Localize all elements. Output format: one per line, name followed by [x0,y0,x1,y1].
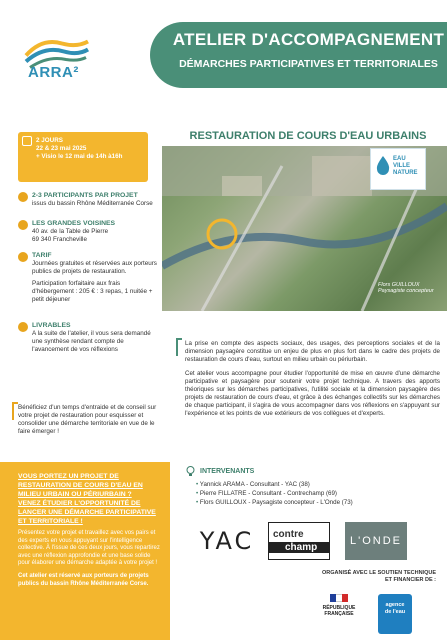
cc-line1: contre [273,529,304,540]
euro-icon [18,252,28,262]
intervenants-list [196,480,436,507]
support-label [296,570,436,584]
photo-credit [378,282,434,294]
desc-bracket [176,338,182,356]
yac-logo: YAC [196,522,258,560]
cta-body: Présentez votre projet et travaillez avec vos pairs et des experts en vous appuyant sur l'intelligence collective. À l'issue de ces deux jours, vous repartirez avec une réflexion approfondie et une base solide pour élaborer une démarche adaptée à votre projet ! [18,530,160,567]
republique-francaise-logo [314,594,364,634]
cta-head2: VENEZ ÉTUDIER L'OPPORTUNITÉ DE LANCER UNE DÉMARCHE PARTICIPATIVE ET TERRITORIALE ! [18,500,156,525]
location-line1: 40 av. de la Table de Pierre [32,228,109,235]
participants-block [18,192,158,208]
cta-box [0,462,170,640]
location-block [18,220,158,244]
livrables-block [18,322,158,354]
agence-de-leau-logo [378,594,412,634]
cta-footer: Cet atelier est réservé aux porteurs de projets publics du bassin Rhône Méditerranée Corse. [18,572,149,587]
agence-line2: de l'eau [384,608,406,615]
badge-line1: EAU [393,156,406,162]
participants-body: issus du bassin Rhône Méditerranée Corse [32,200,153,207]
tarif-line1: Journées gratuites et réservées aux porteurs publics de projets de restauration. [32,260,157,275]
benefit-text: Bénéficiez d'un temps d'entraide et de conseil sur votre projet de restauration pour esquisser et consolider une démarche territoriale en vue de le faire émerger ! [18,404,157,435]
description [185,340,440,424]
contrechamp-logo [268,522,330,560]
eau-ville-nature-badge [370,148,426,190]
cta-head1: VOUS PORTEZ UN PROJET DE RESTAURATION DE COURS D'EAU EN MILIEU URBAIN OU PÉRIURBAIN ? [18,473,143,498]
londe-logo: L'ONDE [345,522,407,560]
people-icon [18,192,28,202]
intervenant-item: • Flors GUILLOUX - Paysagiste concepteur - L'Onde (73) [196,498,436,507]
water-drop-icon [375,155,391,175]
lightbulb-icon [186,466,195,477]
cc-line2: champ [269,542,329,553]
location-line2: 69 340 Francheville [32,236,87,243]
location-pin-icon [18,220,28,230]
credit-role: Paysagiste concepteur [378,288,434,294]
credit-name: Flors GUILLOUX [378,282,420,288]
participants-title: 2-3 PARTICIPANTS PAR PROJET [32,192,138,199]
badge-line3: NATURE [393,170,418,176]
document-icon [18,322,28,332]
arra-logo-text: ARRA² [28,64,79,81]
livrables-title: LIVRABLES [32,322,71,329]
support-line1: ORGANISÉ AVEC LE SOUTIEN TECHNIQUE [322,570,436,576]
days-label: 2 JOURS [36,137,63,144]
page-title: ATELIER D'ACCOMPAGNEMENT [172,30,445,49]
date-box [18,132,148,182]
calendar-icon [22,136,32,146]
rf-text: RÉPUBLIQUE FRANÇAISE [322,605,356,617]
intervenant-item: • Yannick ARAMA - Consultant - YAC (38) [196,480,436,489]
visio-label: + Visio le 12 mai de 14h à16h [36,153,123,160]
photo-title: RESTAURATION DE COURS D'EAU URBAINS [189,130,427,142]
agence-line1: agence [385,602,405,608]
intervenant-item: • Pierre FILLATRE - Consultant - Contrechamp (69) [196,489,436,498]
intervenants-title: INTERVENANTS [200,468,255,475]
dates-label: 22 & 23 mai 2025 [36,145,87,152]
tarif-title: TARIF [32,252,52,259]
description-p1: La prise en compte des aspects sociaux, des usages, des perceptions sociales et de la dimension paysagère constitue un enjeu de plus en plus fort dans le cadre des projets de restauration de cours d'eau, surtout en milieu urbain ou périurbain. [185,340,440,363]
description-p2: Cet atelier vous accompagne pour étudier l'opportunité de mise en œuvre d'une démarche participative et paysagère pour soutenir votre projet technique. A travers des apports théoriques sur les démarches participatives, l'utilité sociale et la dimension paysagère des projets de restauration de cours d'eau, et grâce à des échanges collectifs sur les démarches de chaque participant, il s'agira de vous accompagner dans vos réflexions en s'appuyant sur l'expérience et les points de vue extérieurs de vos collègues et d'experts. [185,370,440,417]
location-title: LES GRANDES VOISINES [32,220,116,227]
page-subtitle: DÉMARCHES PARTICIPATIVES ET TERRITORIALES [179,58,438,70]
tarif-block [18,252,158,304]
tarif-line2: Participation forfaitaire aux frais d'hébergement : 205 € : 3 repas, 1 nuitée + petit déjeuner [32,280,153,303]
badge-line2: VILLE [393,163,411,169]
livrables-body: A la suite de l'atelier, il vous sera demandé une synthèse rendant compte de l'avancement de vos réflexions [32,330,151,353]
support-line2: ET FINANCIER DE : [384,577,436,583]
